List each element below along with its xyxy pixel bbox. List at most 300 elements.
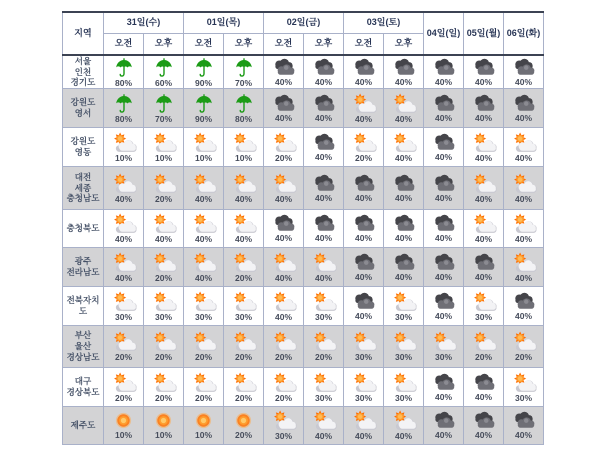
pop-value: 70% [234,77,252,88]
forecast-cell-content [184,93,223,124]
pop-value: 80% [234,113,252,124]
dark-clouds-icon [311,174,337,193]
pop-value: 20% [234,392,252,403]
dark-clouds-icon [431,133,457,152]
sun-behind-cloud-icon [511,132,537,153]
forecast-cell [224,367,264,406]
sun-behind-cloud-icon [311,291,337,312]
sun-behind-cloud-icon [271,173,297,194]
forecast-cell-content [384,291,423,322]
day-header: 02일(금) [264,12,344,33]
forecast-cell [504,55,544,88]
forecast-cell-content [144,372,183,403]
region-label: 충청북도 [63,209,104,247]
pop-value: 10% [234,152,252,163]
dark-clouds-icon [431,253,457,272]
sunny-icon [194,411,213,430]
sun-behind-cloud-icon [511,372,537,393]
forecast-cell [264,406,304,444]
day-header: 04일(일) [424,12,464,55]
forecast-cell-content [144,411,183,440]
sun-behind-cloud-icon [111,252,137,273]
forecast-cell-content [464,411,503,440]
forecast-cell [264,127,304,166]
forecast-cell [424,166,464,209]
header-day-row [63,12,544,33]
ampm-header: 오전 [104,33,144,55]
region-label: 부산 울산 경상남도 [63,325,104,367]
forecast-cell-content [224,213,263,244]
region-label: 서울 인천 경기도 [63,55,104,88]
pop-value: 40% [394,271,412,282]
pop-value: 40% [514,193,532,204]
forecast-cell-content [504,94,543,123]
ampm-header: 오전 [184,33,224,55]
sun-behind-cloud-icon [191,331,217,352]
pop-value: 30% [314,392,332,403]
pop-value: 40% [474,193,492,204]
dark-clouds-icon [431,292,457,311]
forecast-cell [184,406,224,444]
forecast-cell [144,286,184,325]
forecast-cell-content [104,411,143,440]
forecast-cell-content [224,291,263,322]
sun-behind-cloud-icon [191,372,217,393]
forecast-cell [344,166,384,209]
forecast-cell [464,127,504,166]
forecast-cell [184,325,224,367]
sun-behind-cloud-icon [111,213,137,234]
forecast-cell-content [304,214,343,243]
forecast-cell [464,367,504,406]
forecast-cell [104,88,144,127]
pop-value: 40% [474,76,492,87]
day-header: 03일(토) [344,12,424,33]
forecast-cell [504,286,544,325]
forecast-cell [424,286,464,325]
sun-behind-cloud-icon [351,331,377,352]
forecast-cell-content [504,132,543,163]
forecast-cell-content [464,331,503,362]
dark-clouds-icon [431,174,457,193]
forecast-cell-content [344,174,383,203]
pop-value: 90% [194,113,212,124]
sun-behind-cloud-icon [311,252,337,273]
sun-behind-cloud-icon [471,173,497,194]
pop-value: 40% [474,430,492,441]
forecast-cell-content [224,57,263,88]
forecast-cell [264,88,304,127]
pop-value: 10% [194,430,212,441]
pop-value: 20% [154,392,172,403]
forecast-cell-content [144,291,183,322]
dark-clouds-icon [471,94,497,113]
forecast-cell [464,88,504,127]
region-label: 전북자치도 [63,286,104,325]
forecast-cell [224,166,264,209]
pop-value: 40% [314,151,332,162]
dark-clouds-icon [351,58,377,77]
sun-behind-cloud-icon [391,372,417,393]
region-column-header: 지역 [63,12,104,55]
forecast-cell [144,209,184,247]
forecast-cell [224,406,264,444]
sun-behind-cloud-icon [151,252,177,273]
pop-value: 30% [474,311,492,322]
table-row [63,88,544,127]
forecast-cell [184,367,224,406]
forecast-cell-content [344,372,383,403]
pop-value: 10% [194,152,212,163]
table-row [63,325,544,367]
forecast-cell [344,55,384,88]
rain-umbrella-icon [114,57,134,78]
ampm-header: 오전 [264,33,304,55]
dark-clouds-icon [511,411,537,430]
forecast-cell-content [424,58,463,87]
forecast-cell [144,55,184,88]
ampm-header: 오후 [384,33,424,55]
sun-behind-cloud-icon [191,173,217,194]
forecast-cell [464,247,504,286]
forecast-cell-content [104,213,143,244]
forecast-cell [424,127,464,166]
forecast-cell [384,286,424,325]
pop-value: 40% [314,272,332,283]
forecast-cell [344,325,384,367]
sun-behind-cloud-icon [151,291,177,312]
dark-clouds-icon [271,214,297,233]
forecast-cell [264,166,304,209]
forecast-cell [384,55,424,88]
pop-value: 20% [194,392,212,403]
rain-umbrella-icon [194,93,214,114]
forecast-cell-content [184,173,223,204]
forecast-cell [184,127,224,166]
dark-clouds-icon [311,58,337,77]
sun-behind-cloud-icon [311,372,337,393]
forecast-cell-content [184,213,223,244]
pop-value: 40% [114,193,132,204]
pop-value: 30% [114,311,132,322]
day-header: 31일(수) [104,12,184,33]
dark-clouds-icon [511,94,537,113]
pop-value: 80% [114,113,132,124]
dark-clouds-icon [391,253,417,272]
pop-value: 40% [514,234,532,245]
sun-behind-cloud-icon [231,132,257,153]
forecast-cell-content [344,58,383,87]
forecast-cell-content [104,57,143,88]
sun-behind-cloud-icon [391,410,417,431]
region-label: 강원도 영동 [63,127,104,166]
pop-value: 40% [314,192,332,203]
forecast-cell-content [504,372,543,403]
pop-value: 20% [234,272,252,283]
pop-value: 20% [274,392,292,403]
pop-value: 40% [514,310,532,321]
forecast-cell [144,166,184,209]
pop-value: 40% [474,112,492,123]
forecast-cell [104,55,144,88]
pop-value: 40% [274,233,292,244]
pop-value: 30% [234,311,252,322]
sun-behind-cloud-icon [351,372,377,393]
sun-behind-cloud-icon [471,331,497,352]
pop-value: 40% [474,391,492,402]
pop-value: 40% [514,272,532,283]
rain-umbrella-icon [234,93,254,114]
forecast-cell-content [224,411,263,440]
forecast-cell [464,166,504,209]
pop-value: 40% [354,192,372,203]
forecast-cell [424,406,464,444]
forecast-cell [504,209,544,247]
sunny-icon [114,411,133,430]
sun-behind-cloud-icon [351,93,377,114]
sun-behind-cloud-icon [151,173,177,194]
sun-behind-cloud-icon [111,173,137,194]
forecast-cell [464,286,504,325]
region-label: 광주 전라남도 [63,247,104,286]
sun-behind-cloud-icon [351,132,377,153]
forecast-cell [224,88,264,127]
table-row [63,286,544,325]
forecast-cell-content [304,94,343,123]
forecast-cell-content [424,133,463,162]
forecast-cell-content [384,93,423,124]
rain-umbrella-icon [154,57,174,78]
day-header: 05일(월) [464,12,504,55]
table-row [63,127,544,166]
table-row [63,406,544,444]
sun-behind-cloud-icon [231,252,257,273]
forecast-cell [184,88,224,127]
forecast-cell-content [144,132,183,163]
pop-value: 40% [354,113,372,124]
forecast-cell [464,325,504,367]
forecast-cell [504,247,544,286]
pop-value: 40% [434,112,452,123]
forecast-cell [304,88,344,127]
sun-behind-cloud-icon [391,93,417,114]
pop-value: 40% [354,76,372,87]
forecast-cell-content [104,291,143,322]
pop-value: 40% [194,193,212,204]
forecast-cell [344,286,384,325]
forecast-cell [424,247,464,286]
pop-value: 30% [394,392,412,403]
forecast-cell [104,127,144,166]
pop-value: 40% [394,113,412,124]
dark-clouds-icon [431,214,457,233]
forecast-cell [264,325,304,367]
sun-behind-cloud-icon [151,372,177,393]
forecast-cell-content [224,252,263,283]
forecast-cell-content [104,93,143,124]
forecast-cell-content [384,214,423,243]
sun-behind-cloud-icon [391,132,417,153]
ampm-header: 오후 [224,33,264,55]
forecast-cell [464,406,504,444]
forecast-cell-content [224,173,263,204]
forecast-cell-content [384,174,423,203]
forecast-cell-content [304,410,343,441]
pop-value: 40% [434,271,452,282]
pop-value: 40% [394,152,412,163]
pop-value: 40% [514,76,532,87]
forecast-cell-content [424,94,463,123]
forecast-cell-content [104,173,143,204]
sun-behind-cloud-icon [231,372,257,393]
forecast-cell-content [344,292,383,321]
forecast-cell [344,367,384,406]
forecast-cell-content [264,132,303,163]
forecast-cell [304,127,344,166]
forecast-cell-content [384,132,423,163]
dark-clouds-icon [431,411,457,430]
sun-behind-cloud-icon [271,331,297,352]
dark-clouds-icon [271,94,297,113]
ampm-header: 오후 [304,33,344,55]
forecast-cell [224,247,264,286]
table-row [63,367,544,406]
pop-value: 20% [114,352,132,363]
forecast-cell-content [344,132,383,163]
sun-behind-cloud-icon [111,372,137,393]
forecast-cell-content [424,411,463,440]
pop-value: 40% [314,431,332,442]
sun-behind-cloud-icon [271,291,297,312]
forecast-cell-content [504,213,543,244]
sun-behind-cloud-icon [151,132,177,153]
forecast-cell-content [424,174,463,203]
forecast-cell-content [424,292,463,321]
pop-value: 40% [194,272,212,283]
forecast-cell-content [304,174,343,203]
pop-value: 40% [394,431,412,442]
pop-value: 40% [394,76,412,87]
forecast-cell [264,247,304,286]
forecast-cell-content [304,58,343,87]
forecast-cell-content [464,173,503,204]
pop-value: 40% [474,234,492,245]
table-row [63,55,544,88]
forecast-cell [104,286,144,325]
day-header: 06일(화) [504,12,544,55]
sun-behind-cloud-icon [471,213,497,234]
table-row [63,209,544,247]
sun-behind-cloud-icon [431,331,457,352]
forecast-cell [264,209,304,247]
forecast-cell-content [144,252,183,283]
forecast-cell [104,406,144,444]
forecast-cell [184,286,224,325]
forecast-cell-content [264,410,303,441]
sun-behind-cloud-icon [151,331,177,352]
forecast-cell [344,127,384,166]
sun-behind-cloud-icon [111,132,137,153]
forecast-cell [104,247,144,286]
forecast-cell [184,55,224,88]
forecast-cell-content [424,253,463,282]
forecast-cell [264,367,304,406]
forecast-cell [384,127,424,166]
forecast-cell [384,367,424,406]
forecast-cell [304,166,344,209]
dark-clouds-icon [351,214,377,233]
forecast-cell-content [384,372,423,403]
forecast-cell [344,88,384,127]
forecast-cell-content [144,93,183,124]
forecast-cell [144,406,184,444]
forecast-cell-content [104,331,143,362]
sun-behind-cloud-icon [231,291,257,312]
pop-value: 30% [514,392,532,403]
forecast-cell-content [344,214,383,243]
region-label: 제주도 [63,406,104,444]
forecast-cell [424,55,464,88]
forecast-cell-content [344,410,383,441]
pop-value: 40% [394,233,412,244]
pop-value: 20% [314,352,332,363]
pop-value: 40% [514,430,532,441]
forecast-cell-content [224,331,263,362]
forecast-cell-content [144,173,183,204]
forecast-cell [304,406,344,444]
sun-behind-cloud-icon [231,213,257,234]
sunny-icon [234,411,253,430]
forecast-cell [224,325,264,367]
forecast-cell-content [344,93,383,124]
dark-clouds-icon [431,373,457,392]
pop-value: 40% [314,112,332,123]
pop-value: 80% [114,77,132,88]
pop-value: 40% [114,272,132,283]
pop-value: 40% [474,152,492,163]
sun-behind-cloud-icon [231,331,257,352]
sun-behind-cloud-icon [271,252,297,273]
sun-behind-cloud-icon [311,331,337,352]
pop-value: 90% [194,77,212,88]
forecast-cell [384,325,424,367]
forecast-cell [504,88,544,127]
pop-value: 40% [274,193,292,204]
pop-value: 40% [114,234,132,245]
forecast-cell-content [224,372,263,403]
forecast-cell [104,367,144,406]
forecast-cell-content [464,213,503,244]
forecast-cell-content [264,372,303,403]
forecast-cell [344,209,384,247]
forecast-cell-content [224,93,263,124]
forecast-cell-content [144,57,183,88]
pop-value: 40% [434,192,452,203]
forecast-cell [384,166,424,209]
pop-value: 40% [474,271,492,282]
forecast-cell-content [464,373,503,402]
forecast-cell-content [504,58,543,87]
dark-clouds-icon [391,214,417,233]
forecast-cell [224,55,264,88]
sun-behind-cloud-icon [191,252,217,273]
sun-behind-cloud-icon [511,331,537,352]
pop-value: 70% [154,113,172,124]
forecast-cell-content [264,214,303,243]
forecast-cell-content [184,291,223,322]
sun-behind-cloud-icon [271,132,297,153]
dark-clouds-icon [311,133,337,152]
